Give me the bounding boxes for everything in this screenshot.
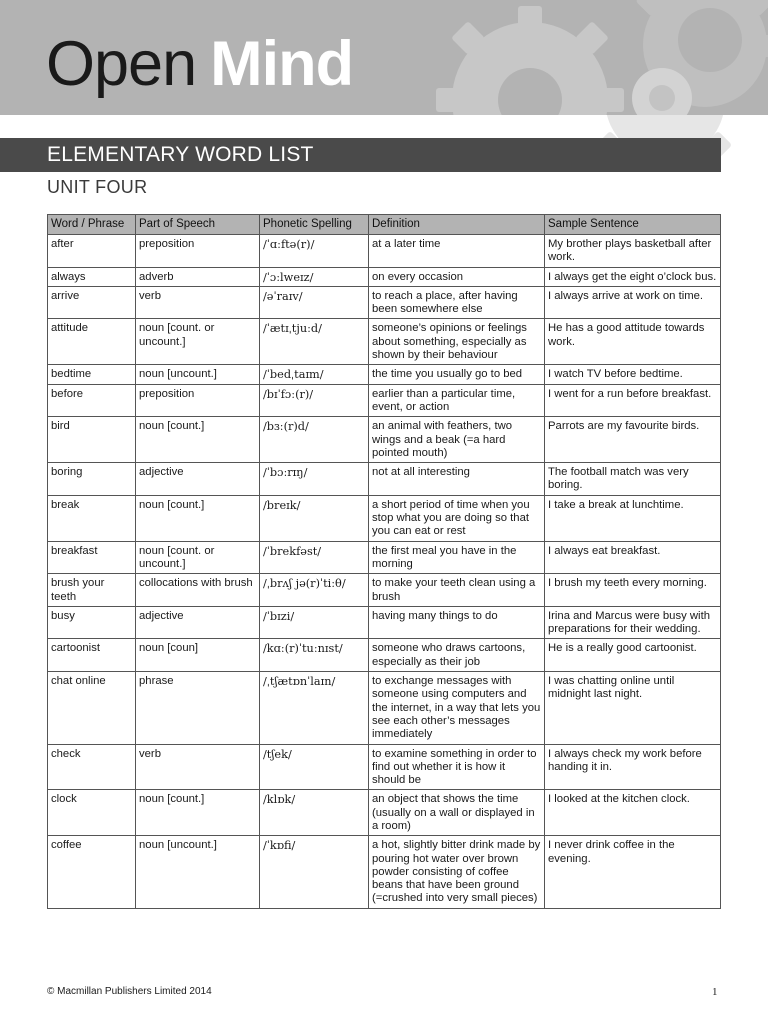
brand-word-mind: Mind: [210, 29, 354, 99]
cell-sample-sentence: I went for a run before breakfast.: [545, 384, 721, 417]
page-number: 1: [712, 986, 718, 998]
cell-phonetic: /ˈkɒfi/: [260, 836, 369, 908]
cell-part-of-speech: noun [uncount.]: [136, 365, 260, 384]
cell-part-of-speech: noun [count.]: [136, 417, 260, 463]
cell-word: arrive: [48, 286, 136, 319]
word-list-table: [47, 214, 721, 909]
table-row: [48, 286, 721, 319]
table-row: [48, 384, 721, 417]
cell-definition: an object that shows the time (usually on a wall or displayed in a room): [369, 790, 545, 836]
header-banner: [0, 0, 768, 115]
table-row: [48, 790, 721, 836]
cell-word: attitude: [48, 319, 136, 365]
cell-part-of-speech: collocations with brush: [136, 574, 260, 607]
cell-phonetic: /tʃek/: [260, 744, 369, 790]
cell-word: brush your teeth: [48, 574, 136, 607]
column-header: Phonetic Spelling: [260, 215, 369, 235]
cell-word: bird: [48, 417, 136, 463]
cell-word: breakfast: [48, 541, 136, 574]
cell-sample-sentence: Irina and Marcus were busy with preparations for their wedding.: [545, 606, 721, 639]
cell-part-of-speech: noun [count. or uncount.]: [136, 319, 260, 365]
cell-phonetic: /ˈætɪˌtjuːd/: [260, 319, 369, 365]
cell-sample-sentence: I always get the eight o’clock bus.: [545, 267, 721, 286]
cell-part-of-speech: adjective: [136, 463, 260, 496]
cell-sample-sentence: My brother plays basketball after work.: [545, 235, 721, 268]
cell-part-of-speech: noun [coun]: [136, 639, 260, 672]
cell-part-of-speech: verb: [136, 286, 260, 319]
column-header: Definition: [369, 215, 545, 235]
cell-phonetic: /ˈɔːlweɪz/: [260, 267, 369, 286]
cell-definition: to exchange messages with someone using computers and the internet, in a way that lets you see each other’s messages immediately: [369, 672, 545, 744]
column-header: Sample Sentence: [545, 215, 721, 235]
copyright-text: © Macmillan Publishers Limited 2014: [47, 986, 212, 997]
cell-definition: the time you usually go to bed: [369, 365, 545, 384]
cell-word: chat online: [48, 672, 136, 744]
cell-definition: on every occasion: [369, 267, 545, 286]
cell-phonetic: /ˈbɔːrɪŋ/: [260, 463, 369, 496]
cell-definition: an animal with feathers, two wings and a beak (=a hard pointed mouth): [369, 417, 545, 463]
cell-definition: a short period of time when you stop what you are doing so that you can eat or rest: [369, 495, 545, 541]
brand-word-open: Open: [46, 29, 197, 99]
table-body: [48, 235, 721, 909]
cell-phonetic: /klɒk/: [260, 790, 369, 836]
cell-part-of-speech: adverb: [136, 267, 260, 286]
cell-phonetic: /kɑː(r)ˈtuːnɪst/: [260, 639, 369, 672]
cell-phonetic: /ˈbrekfəst/: [260, 541, 369, 574]
cell-sample-sentence: Parrots are my favourite birds.: [545, 417, 721, 463]
table-header-row: [48, 215, 721, 235]
table-row: [48, 639, 721, 672]
cell-part-of-speech: verb: [136, 744, 260, 790]
cell-word: boring: [48, 463, 136, 496]
cell-phonetic: /ˌtʃætɒnˈlaɪn/: [260, 672, 369, 744]
table-row: [48, 672, 721, 744]
table-row: [48, 463, 721, 496]
cell-phonetic: /ˌbrʌʃ jə(r)ˈtiːθ/: [260, 574, 369, 607]
cell-part-of-speech: noun [count.]: [136, 495, 260, 541]
cell-word: break: [48, 495, 136, 541]
table-row: [48, 574, 721, 607]
cell-phonetic: /bɪˈfɔː(r)/: [260, 384, 369, 417]
cell-sample-sentence: I was chatting online until midnight last night.: [545, 672, 721, 744]
title-bar: [0, 138, 721, 172]
table-row: [48, 541, 721, 574]
cell-definition: to examine something in order to find out whether it is how it should be: [369, 744, 545, 790]
cell-part-of-speech: preposition: [136, 384, 260, 417]
unit-heading: UNIT FOUR: [47, 177, 148, 197]
cell-definition: at a later time: [369, 235, 545, 268]
table-row: [48, 606, 721, 639]
cell-sample-sentence: I watch TV before bedtime.: [545, 365, 721, 384]
cell-word: bedtime: [48, 365, 136, 384]
cell-part-of-speech: adjective: [136, 606, 260, 639]
cell-definition: the first meal you have in the morning: [369, 541, 545, 574]
cell-sample-sentence: I take a break at lunchtime.: [545, 495, 721, 541]
table-row: [48, 417, 721, 463]
table-row: [48, 836, 721, 908]
cell-definition: to reach a place, after having been somewhere else: [369, 286, 545, 319]
cell-phonetic: /əˈraɪv/: [260, 286, 369, 319]
cell-word: after: [48, 235, 136, 268]
cell-phonetic: /breɪk/: [260, 495, 369, 541]
cell-sample-sentence: I never drink coffee in the evening.: [545, 836, 721, 908]
cell-sample-sentence: He is a really good cartoonist.: [545, 639, 721, 672]
table-row: [48, 267, 721, 286]
table-row: [48, 365, 721, 384]
brand-logo: [46, 24, 353, 104]
table-row: [48, 319, 721, 365]
cell-sample-sentence: I always arrive at work on time.: [545, 286, 721, 319]
cell-phonetic: /ˈbedˌtaɪm/: [260, 365, 369, 384]
cell-part-of-speech: noun [count.]: [136, 790, 260, 836]
cell-definition: to make your teeth clean using a brush: [369, 574, 545, 607]
cell-sample-sentence: The football match was very boring.: [545, 463, 721, 496]
cell-part-of-speech: preposition: [136, 235, 260, 268]
table-row: [48, 235, 721, 268]
cell-phonetic: /ˈbɪzi/: [260, 606, 369, 639]
cell-sample-sentence: He has a good attitude towards work.: [545, 319, 721, 365]
cell-part-of-speech: phrase: [136, 672, 260, 744]
cell-sample-sentence: I always eat breakfast.: [545, 541, 721, 574]
cell-part-of-speech: noun [uncount.]: [136, 836, 260, 908]
cell-word: coffee: [48, 836, 136, 908]
cell-word: clock: [48, 790, 136, 836]
cell-part-of-speech: noun [count. or uncount.]: [136, 541, 260, 574]
cell-definition: someone’s opinions or feelings about something, especially as shown by their behaviour: [369, 319, 545, 365]
cell-word: before: [48, 384, 136, 417]
gears-icon: [430, 0, 768, 115]
table-row: [48, 744, 721, 790]
cell-definition: earlier than a particular time, event, or action: [369, 384, 545, 417]
cell-phonetic: /bɜː(r)d/: [260, 417, 369, 463]
cell-definition: someone who draws cartoons, especially as their job: [369, 639, 545, 672]
cell-sample-sentence: I brush my teeth every morning.: [545, 574, 721, 607]
cell-phonetic: /ˈɑːftə(r)/: [260, 235, 369, 268]
cell-word: check: [48, 744, 136, 790]
cell-definition: a hot, slightly bitter drink made by pouring hot water over brown powder consisting of coffee beans that have been ground (=crushed into very small pieces): [369, 836, 545, 908]
column-header: Part of Speech: [136, 215, 260, 235]
table-row: [48, 495, 721, 541]
cell-sample-sentence: I always check my work before handing it in.: [545, 744, 721, 790]
cell-word: cartoonist: [48, 639, 136, 672]
cell-definition: having many things to do: [369, 606, 545, 639]
cell-word: busy: [48, 606, 136, 639]
page-title: ELEMENTARY WORD LIST: [47, 143, 314, 166]
cell-word: always: [48, 267, 136, 286]
cell-sample-sentence: I looked at the kitchen clock.: [545, 790, 721, 836]
column-header: Word / Phrase: [48, 215, 136, 235]
cell-definition: not at all interesting: [369, 463, 545, 496]
